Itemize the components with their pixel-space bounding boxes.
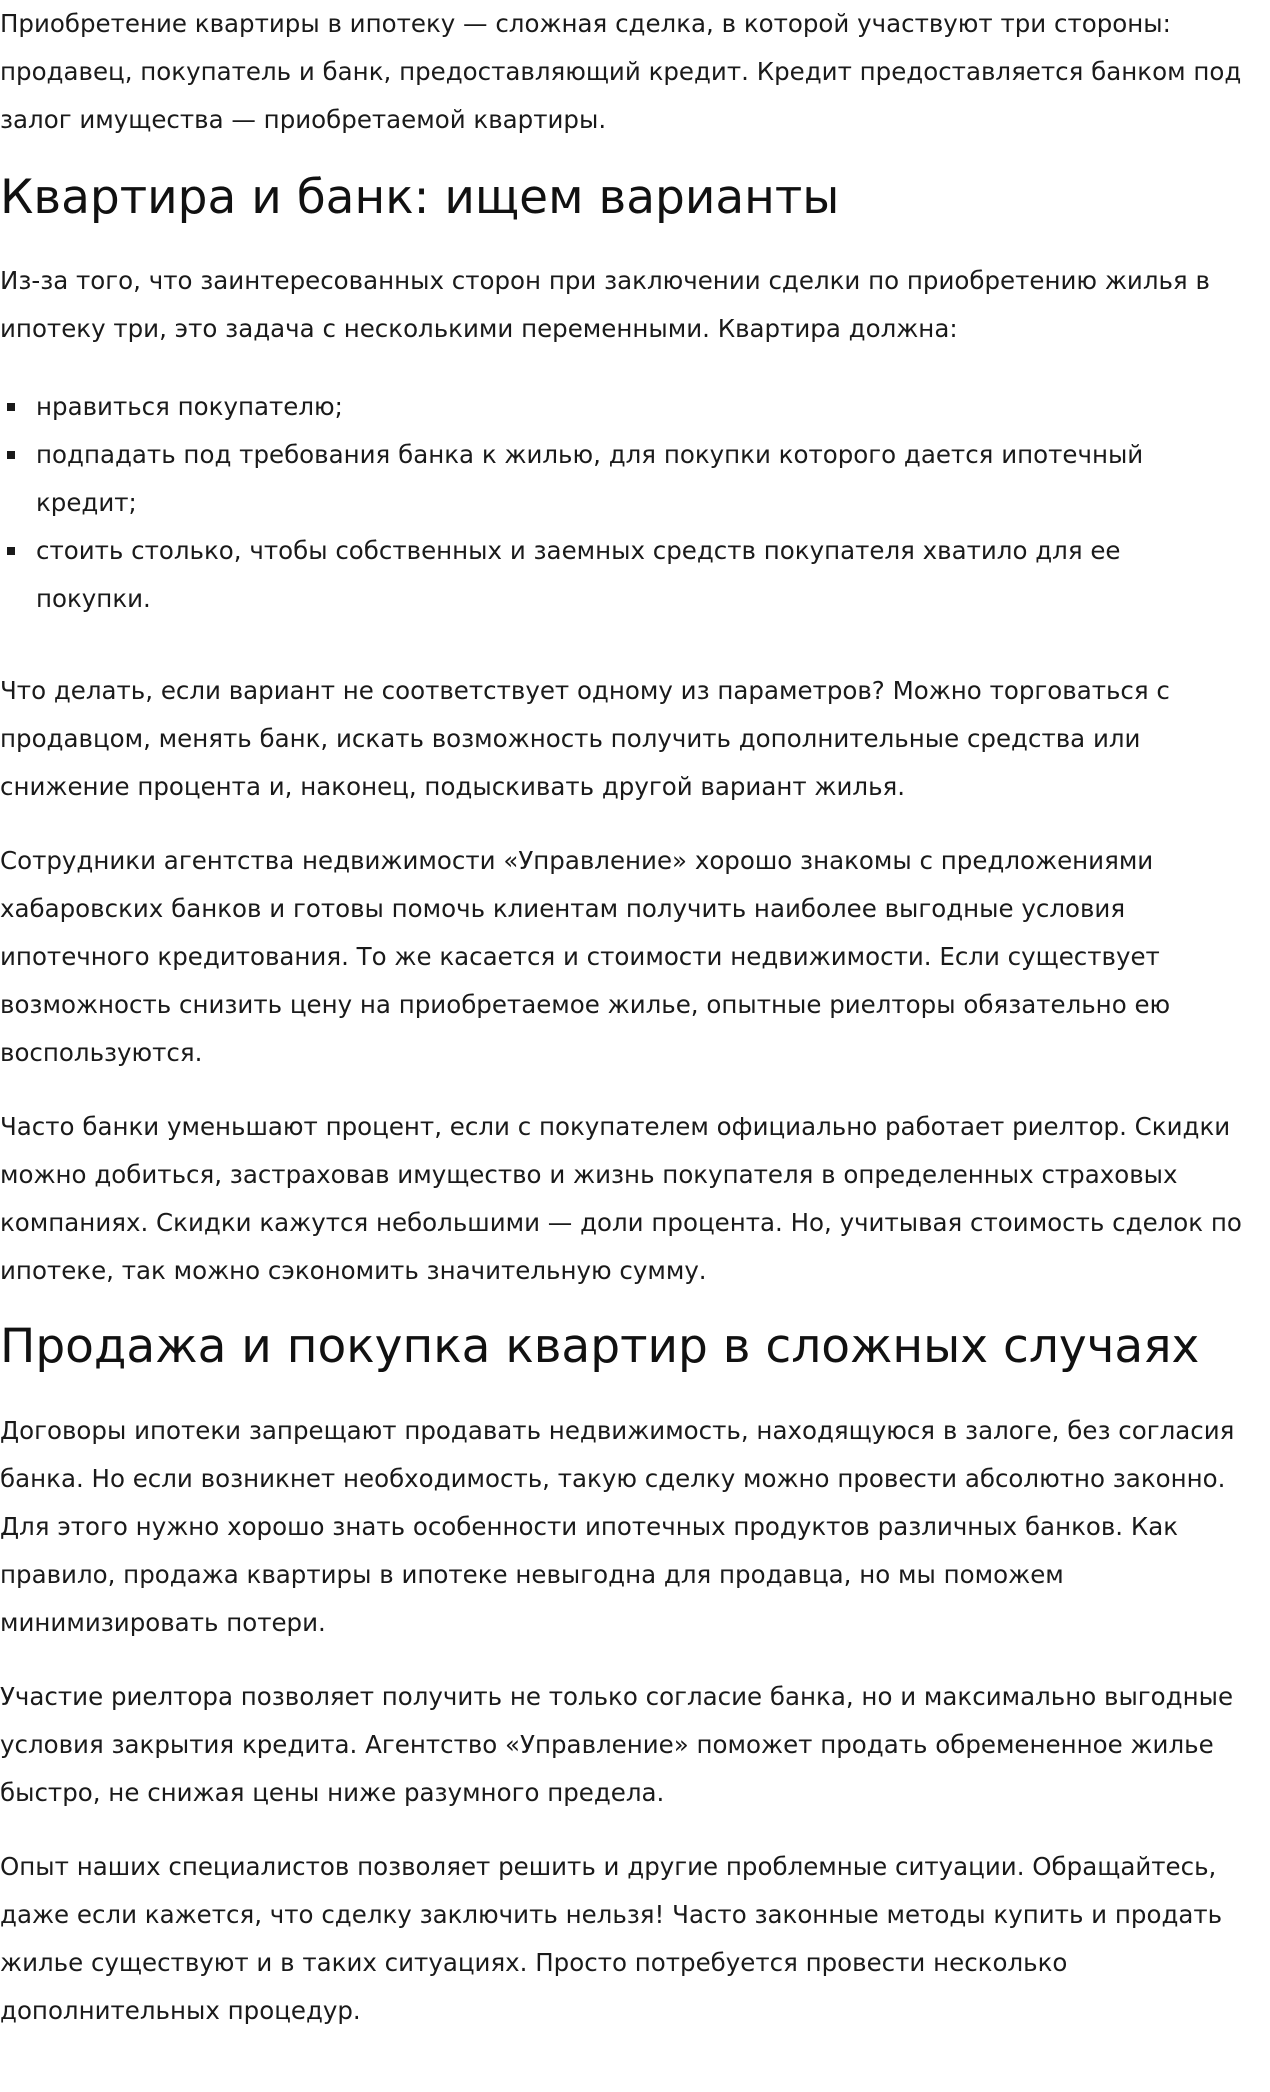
section1-paragraph-3: Часто банки уменьшают процент, если с покупателем официально работает риелтор. Скидки можно добиться, застраховав имущество и жизнь покупателя в определенных страховых компаниях. Скидки кажутся небольшими — доли процента. Но, учитывая стоимость сделок по ипотеке, так можно сэкономить значительную сумму. [0, 1112, 1242, 1285]
list-item [0, 527, 1230, 623]
section-heading-bank: Квартира и банк: ищем варианты [0, 170, 840, 225]
section1-lead-paragraph: Из-за того, что заинтересованных сторон при заключении сделки по приобретению жилья в ипотеку три, это задача с несколькими переменными. Квартира должна: [0, 266, 1210, 343]
square-bullet-icon [7, 547, 15, 555]
list-item-text: нравиться покупателю; [36, 392, 343, 421]
section-heading-complex-cases: Продажа и покупка квартир в сложных случаях [0, 1319, 1200, 1374]
section1-paragraph-2: Сотрудники агентства недвижимости «Управление» хорошо знакомы с предложениями хабаровских банков и готовы помочь клиентам получить наиболее выгодные условия ипотечного кредитования. То же касается и стоимости недвижимости. Если существует возможность снизить цену на приобретаемое жилье, опытные риелторы обязательно ею воспользуются. [0, 846, 1171, 1067]
list-item-text: подпадать под требования банка к жилью, для покупки которого дается ипотечный кредит; [36, 440, 1144, 517]
list-item [0, 383, 1230, 431]
square-bullet-icon [7, 403, 15, 411]
list-item-text: стоить столько, чтобы собственных и заемных средств покупателя хватило для ее покупки. [36, 536, 1121, 613]
square-bullet-icon [7, 451, 15, 459]
section1-paragraph-1: Что делать, если вариант не соответствует одному из параметров? Можно торговаться с продавцом, менять банк, искать возможность получить дополнительные средства или снижение процента и, наконец, подыскивать другой вариант жилья. [0, 676, 1170, 801]
apartment-requirements-list [0, 383, 1230, 623]
section2-paragraph-2: Участие риелтора позволяет получить не только согласие банка, но и максимально выгодные условия закрытия кредита. Агентство «Управление» поможет продать обремененное жилье быстро, не снижая цены ниже разумного предела. [0, 1682, 1234, 1807]
list-item [0, 431, 1230, 527]
section2-paragraph-3: Опыт наших специалистов позволяет решить и другие проблемные ситуации. Обращайтесь, даже если кажется, что сделку заключить нельзя! Часто законные методы купить и продать жилье существуют и в таких ситуациях. Просто потребуется провести несколько дополнительных процедур. [0, 1852, 1223, 2025]
intro-paragraph: Приобретение квартиры в ипотеку — сложная сделка, в которой участвуют три стороны: продавец, покупатель и банк, предоставляющий кредит. Кредит предоставляется банком под залог имущества — приобретаемой квартиры. [0, 9, 1242, 134]
section2-paragraph-1: Договоры ипотеки запрещают продавать недвижимость, находящуюся в залоге, без согласия банка. Но если возникнет необходимость, такую сделку можно провести абсолютно законно. Для этого нужно хорошо знать особенности ипотечных продуктов различных банков. Как правило, продажа квартиры в ипотеке невыгодна для продавца, но мы поможем минимизировать потери. [0, 1416, 1235, 1637]
